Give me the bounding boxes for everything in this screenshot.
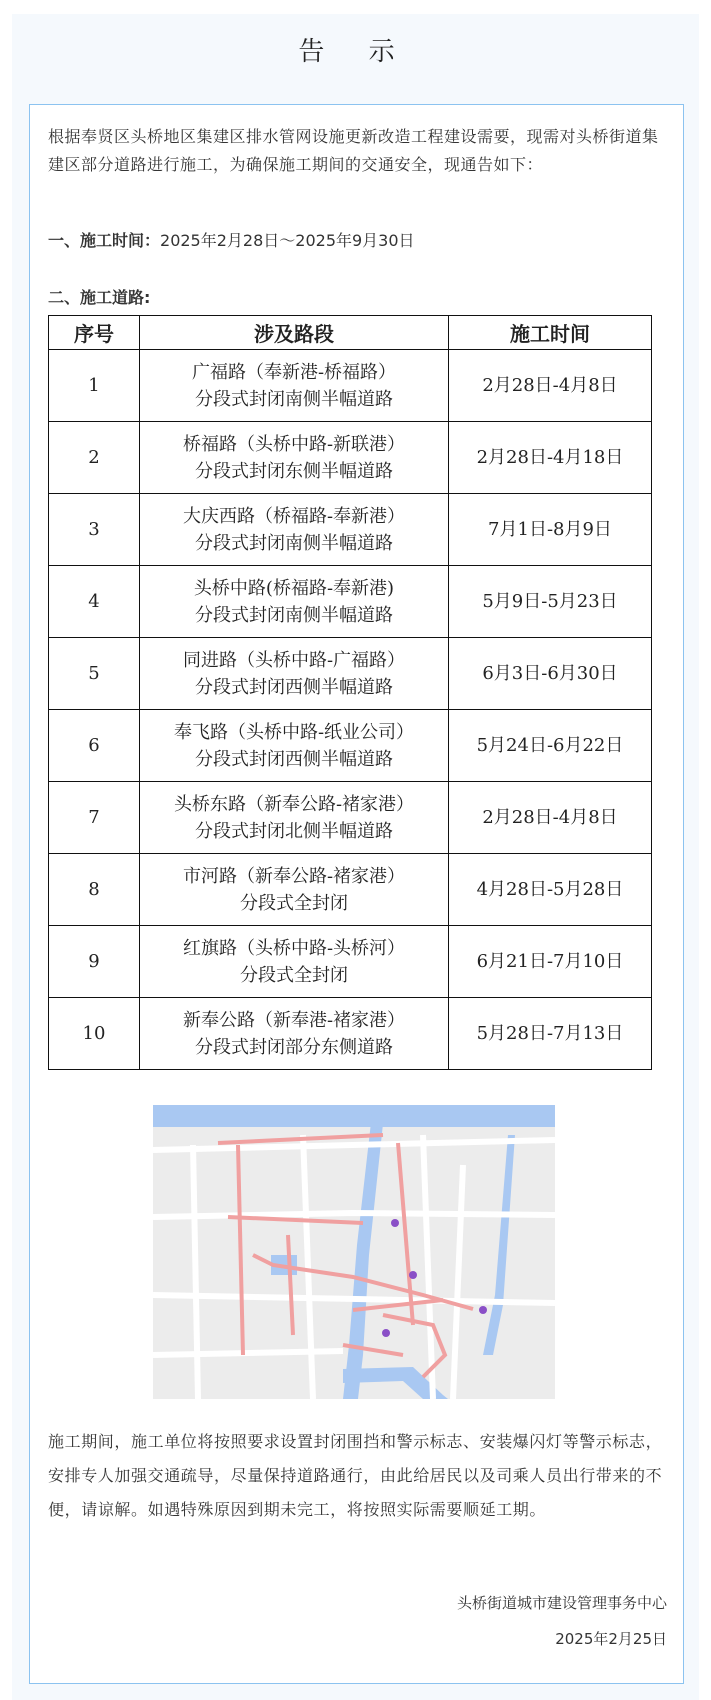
road-closure: 分段式封闭西侧半幅道路 <box>195 748 393 770</box>
road-closure: 分段式封闭部分东侧道路 <box>195 1036 393 1058</box>
row-number: 7 <box>49 782 140 854</box>
table-row <box>49 854 652 926</box>
closing-paragraph: 施工期间，施工单位将按照要求设置封闭围挡和警示标志、安装爆闪灯等警示标志，安排专人加强交通疏导，尽量保持道路通行，由此给居民以及司乘人员出行带来的不便，请谅解。如遇特殊原因到期未完工，将按照实际需要顺延工期。 <box>48 1432 663 1519</box>
road-name: 市河路（新奉公路-褚家港） <box>182 865 406 887</box>
header-no: 序号 <box>49 316 140 350</box>
row-time: 2月28日-4月8日 <box>449 782 652 854</box>
road-closure: 分段式封闭南侧半幅道路 <box>195 532 393 554</box>
row-road <box>140 350 449 422</box>
period-value: 2025年2月28日～2025年9月30日 <box>160 231 415 250</box>
roads-table <box>48 315 652 1070</box>
road-closure: 分段式封闭东侧半幅道路 <box>195 460 393 482</box>
road-closure: 分段式封闭南侧半幅道路 <box>195 604 393 626</box>
construction-map <box>153 1105 555 1399</box>
row-time: 5月24日-6月22日 <box>449 710 652 782</box>
row-time: 5月9日-5月23日 <box>449 566 652 638</box>
signature-block <box>457 1585 667 1657</box>
row-time: 7月1日-8月9日 <box>449 494 652 566</box>
row-number: 2 <box>49 422 140 494</box>
table-row <box>49 998 652 1070</box>
road-name: 头桥中路(桥福路-奉新港) <box>193 577 395 599</box>
road-name: 头桥东路（新奉公路-褚家港） <box>173 793 415 815</box>
road-name: 红旗路（头桥中路-头桥河） <box>182 937 406 959</box>
road-closure: 分段式全封闭 <box>240 964 348 986</box>
row-road <box>140 422 449 494</box>
row-road <box>140 710 449 782</box>
table-row <box>49 638 652 710</box>
road-closure: 分段式全封闭 <box>240 892 348 914</box>
page-title: 告 示 <box>298 37 413 67</box>
signature-org: 头桥街道城市建设管理事务中心 <box>456 1594 667 1612</box>
row-road <box>140 566 449 638</box>
intro-paragraph: 根据奉贤区头桥地区集建区排水管网设施更新改造工程建设需要，现需对头桥街道集建区部分道路进行施工，为确保施工期间的交通安全，现通告如下： <box>48 127 659 174</box>
road-closure: 分段式封闭北侧半幅道路 <box>195 820 393 842</box>
road-name: 新奉公路（新奉港-褚家港） <box>182 1009 406 1031</box>
row-number: 8 <box>49 854 140 926</box>
row-road <box>140 998 449 1070</box>
header-road: 涉及路段 <box>140 316 449 350</box>
row-road <box>140 638 449 710</box>
map-image <box>153 1105 555 1399</box>
row-number: 4 <box>49 566 140 638</box>
row-road <box>140 494 449 566</box>
notice-body <box>29 104 684 1684</box>
row-time: 5月28日-7月13日 <box>449 998 652 1070</box>
row-road <box>140 782 449 854</box>
notice-page <box>12 14 699 1700</box>
road-closure: 分段式封闭南侧半幅道路 <box>195 388 393 410</box>
construction-period <box>48 228 415 254</box>
row-road <box>140 854 449 926</box>
row-number: 5 <box>49 638 140 710</box>
table-row <box>49 710 652 782</box>
table-header-row <box>49 316 652 350</box>
period-label: 一、施工时间： <box>48 231 161 250</box>
table-row <box>49 350 652 422</box>
road-name: 广福路（奉新港-桥福路） <box>191 361 397 383</box>
signature-date: 2025年2月25日 <box>555 1630 667 1648</box>
row-road <box>140 926 449 998</box>
row-time: 2月28日-4月8日 <box>449 350 652 422</box>
road-closure: 分段式封闭西侧半幅道路 <box>195 676 393 698</box>
row-number: 9 <box>49 926 140 998</box>
row-time: 6月3日-6月30日 <box>449 638 652 710</box>
road-name: 大庆西路（桥福路-奉新港） <box>182 505 406 527</box>
row-time: 4月28日-5月28日 <box>449 854 652 926</box>
row-number: 6 <box>49 710 140 782</box>
row-time: 6月21日-7月10日 <box>449 926 652 998</box>
table-row <box>49 422 652 494</box>
table-row <box>49 494 652 566</box>
table-row <box>49 782 652 854</box>
road-name: 奉飞路（头桥中路-纸业公司） <box>173 721 415 743</box>
row-number: 1 <box>49 350 140 422</box>
road-name: 同进路（头桥中路-广福路） <box>182 649 406 671</box>
header-time: 施工时间 <box>449 316 652 350</box>
table-row <box>49 566 652 638</box>
road-name: 桥福路（头桥中路-新联港） <box>182 433 406 455</box>
table-row <box>49 926 652 998</box>
roads-heading: 二、施工道路: <box>48 288 151 307</box>
row-number: 10 <box>49 998 140 1070</box>
row-number: 3 <box>49 494 140 566</box>
row-time: 2月28日-4月18日 <box>449 422 652 494</box>
